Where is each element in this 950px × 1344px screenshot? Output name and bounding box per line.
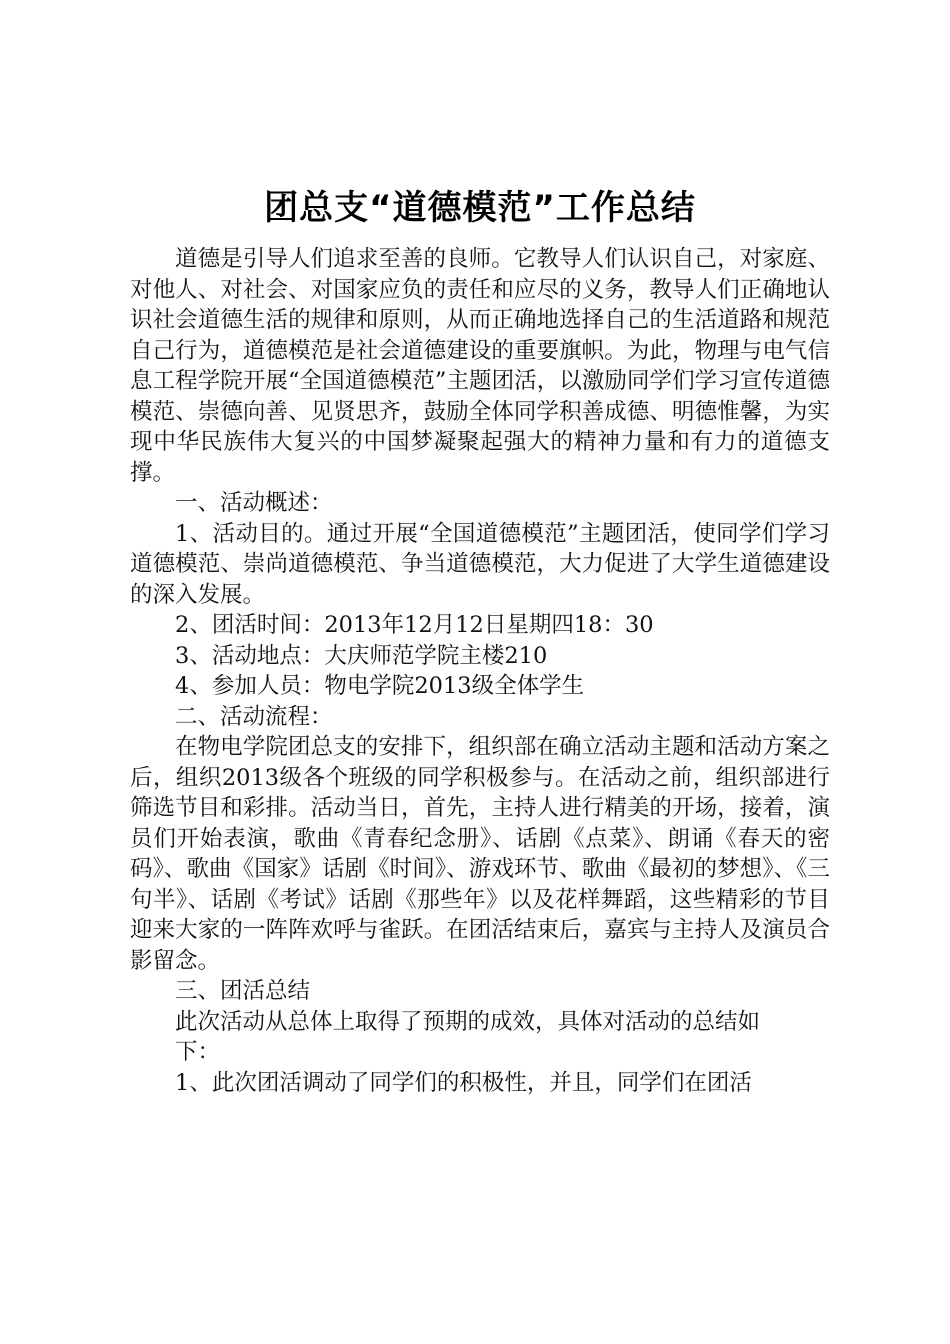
- activity-purpose: 1、活动目的。通过开展“全国道德模范”主题团活，使同学们学习道德模范、崇尚道德模范、争当道德模范，大力促进了大学生道德建设的深入发展。: [130, 520, 830, 608]
- process-paragraph: 在物电学院团总支的安排下，组织部在确立活动主题和活动方案之后，组织2013级各个班级的同学积极参与。在活动之前，组织部进行筛选节目和彩排。活动当日，首先，主持人进行精美的开场，接着，演员们开始表演，歌曲《青春纪念册》、话剧《点菜》、朗诵《春天的密码》、歌曲《国家》话剧《时间》、游戏环节、歌曲《最初的梦想》、《三句半》、话剧《考试》话剧《那些年》以及花样舞蹈，这些精彩的节目迎来大家的一阵阵欢呼与雀跃。在团活结束后，嘉宾与主持人及演员合影留念。: [130, 734, 830, 974]
- document-page: [130, 178, 830, 1098]
- summary-item-1: 1、此次团活调动了同学们的积极性，并且，同学们在团活: [175, 1069, 752, 1096]
- activity-time: 2、团活时间：2013年12月12日星期四18：30: [175, 612, 654, 638]
- activity-location: 3、活动地点：大庆师范学院主楼210: [175, 642, 548, 669]
- intro-paragraph: 道德是引导人们追求至善的良师。它教导人们认识自己，对家庭、对他人、对社会、对国家应负的责任和应尽的义务，教导人们正确地认识社会道德生活的规律和原则，从而正确地选择自己的生活道路和规范自己行为，道德模范是社会道德建设的重要旗帜。为此，物理与电气信息工程学院开展“全国道德模范”主题团活，以激励同学们学习宣传道德模范、崇德向善、见贤思齐，鼓励全体同学积善成德、明德惟馨，为实现中华民族伟大复兴的中国梦凝聚起强大的精神力量和有力的道德支撑。: [130, 246, 830, 486]
- section-heading-overview: 一、活动概述：: [175, 490, 333, 516]
- section-heading-process: 二、活动流程：: [175, 703, 333, 730]
- document-title: 团总支“道德模范”工作总结: [264, 188, 696, 228]
- summary-paragraph: 此次活动从总体上取得了预期的成效，具体对活动的总结如: [175, 1008, 761, 1035]
- section-heading-summary: 三、团活总结: [175, 978, 311, 1004]
- activity-participants: 4、参加人员：物电学院2013级全体学生: [175, 673, 585, 699]
- summary-continuation: 下：: [175, 1039, 221, 1065]
